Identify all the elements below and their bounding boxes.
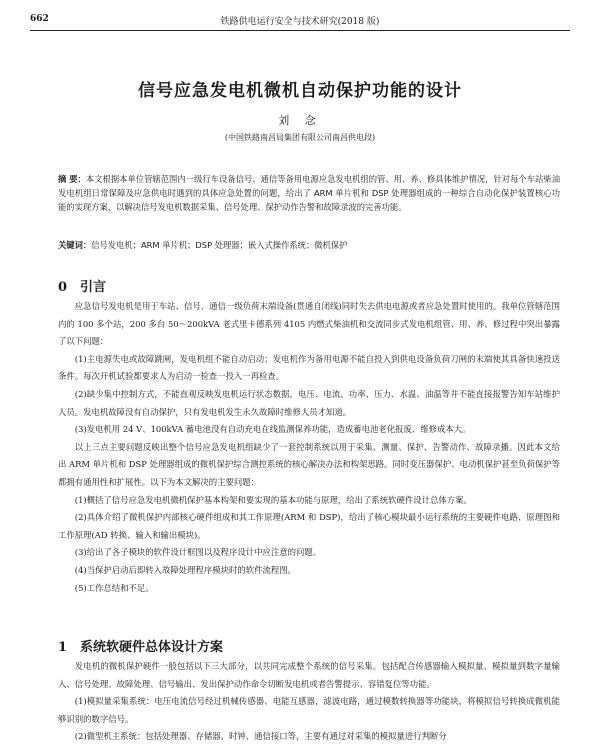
section-title: 系统软硬件总体设计方案: [80, 640, 224, 655]
paragraph: 应急信号发电机是用于车站、信号、通信一级负荷末端设备(贯通自闭线)同时失去供电电源或者应急处置时使用的。我单位管辖范围内的 100 多个站，200 多台 50～200kVA 老式里卡德系列 4105 内燃式柴油机和交流同步式发电机组管、用、养、修过程中突出暴露了以下问题：: [58, 301, 560, 347]
paragraph: (1)概括了信号应急发电机微机保护基本构架和要实现的基本功能与原理，给出了系统软硬件设计总体方案。: [74, 494, 472, 505]
running-header: [30, 14, 570, 31]
paper-title: 信号应急发电机微机自动保护功能的设计: [138, 81, 462, 101]
paragraph: 发电机的微机保护硬件一般包括以下三大部分，以共同完成整个系统的信号采集。包括配合传感器输入模拟量、模拟量到数字量输入、信号处理、故障处理、信号输出、发出保护动作命令切断发电机或者告警提示、容错复位等功能。: [58, 661, 560, 689]
abstract: [58, 172, 560, 214]
section-title: 引言: [80, 280, 107, 295]
paragraph: (2)具体介绍了微机保护内部核心硬件组成和其工作原理(ARM 和 DSP)，给出了核心模块最小运行系统的主要硬件电路、原理图和工作原理(AD 转换、输入和输出模块)。: [58, 512, 560, 540]
keywords: [58, 238, 560, 252]
paragraph: (1)模拟量采集系统：电压电流信号经过机械传感器、电能互感器，滤波电路，通过模数转换器等功能块，将模拟信号转换成微机能够识别的数字信号。: [58, 696, 560, 724]
author-affiliation: (中国铁路南昌局集团有限公司南昌供电段): [224, 133, 376, 142]
paragraph: (2)缺少集中控制方式，不能直观反映发电机运行状态数据，电压、电流、功率、压力、水温、油温等并不能直接报警告知车站维护人员。发电机故障没有自动保护，只有发电机发生永久故障时维修人员才知道。: [58, 388, 560, 417]
paragraph: (4)当保护启动后即转入故障处理程序模块时的软件流程图。: [74, 564, 297, 575]
section-number: 1: [58, 640, 68, 655]
keywords-label: 关键词：: [58, 240, 92, 250]
keywords-text: 信号发电机；ARM 单片机；DSP 处理器；嵌入式操作系统；微机保护: [91, 240, 348, 250]
section-heading-0: [58, 276, 106, 295]
paragraph: 以上三点主要问题反映出整个信号应急发电机组缺少了一套控制系统以用于采集、测量、保护、告警动作、故障录播。因此本文给出 ARM 单片机和 DSP 处理器组成的微机保护综合测控系统的核心解决办法和构架思路。同时变压器保护、电动机保护甚至负荷保护等都拥有通用性和扩展性。以下为本文解决的主要问题：: [58, 441, 560, 487]
page-number: 662: [30, 14, 49, 24]
journal-name: 铁路供电运行安全与技术研究(2018 版): [220, 17, 380, 27]
section-number: 0: [58, 280, 68, 295]
abstract-label: 摘 要：: [58, 174, 86, 184]
section-1-body: [58, 658, 560, 746]
paragraph: (1)主电源失电或故障跳闸，发电机组不能自动启动；发电机作为备用电源不能自投入到供电设备负荷刀闸的末端使其具备快速投送条件。每次开机试验都要求人为启动一检查一投入一再检查。: [58, 353, 560, 382]
paragraph: (5)工作总结和不足。: [74, 582, 154, 593]
section-0-body: [58, 298, 560, 597]
paragraph: (2)微型机主系统：包括处理器、存储器、时钟、通信接口等，主要有通过对采集的模拟量进行判断分: [74, 731, 447, 742]
abstract-text: 本文根据本单位管辖范围内一级行车设备信号、通信等备用电源应急发电机组的管、用、养、修具体维护情况，针对每个车站柴油发电机组日常保障及应急供电时遇到的具体应急处置的问题，给出了 ARM 单片机和 DSP 处理器组成的一种综合自动化保护装置核心功能的实现方案，以解决信号发电机数据采集、信号处理、保护动作告警和故障录波的完善功能。: [58, 174, 560, 212]
section-heading-1: [58, 636, 223, 655]
paper-author: 刘 念: [278, 114, 322, 127]
paragraph: (3)给出了各子模块的软件设计框图以及程序设计中应注意的问题。: [74, 547, 322, 558]
paragraph: (3)发电机用 24 V、100kVA 蓄电池没有自动充电在线监测保养功能，造成蓄电池老化报废、维修成本大。: [74, 424, 471, 435]
